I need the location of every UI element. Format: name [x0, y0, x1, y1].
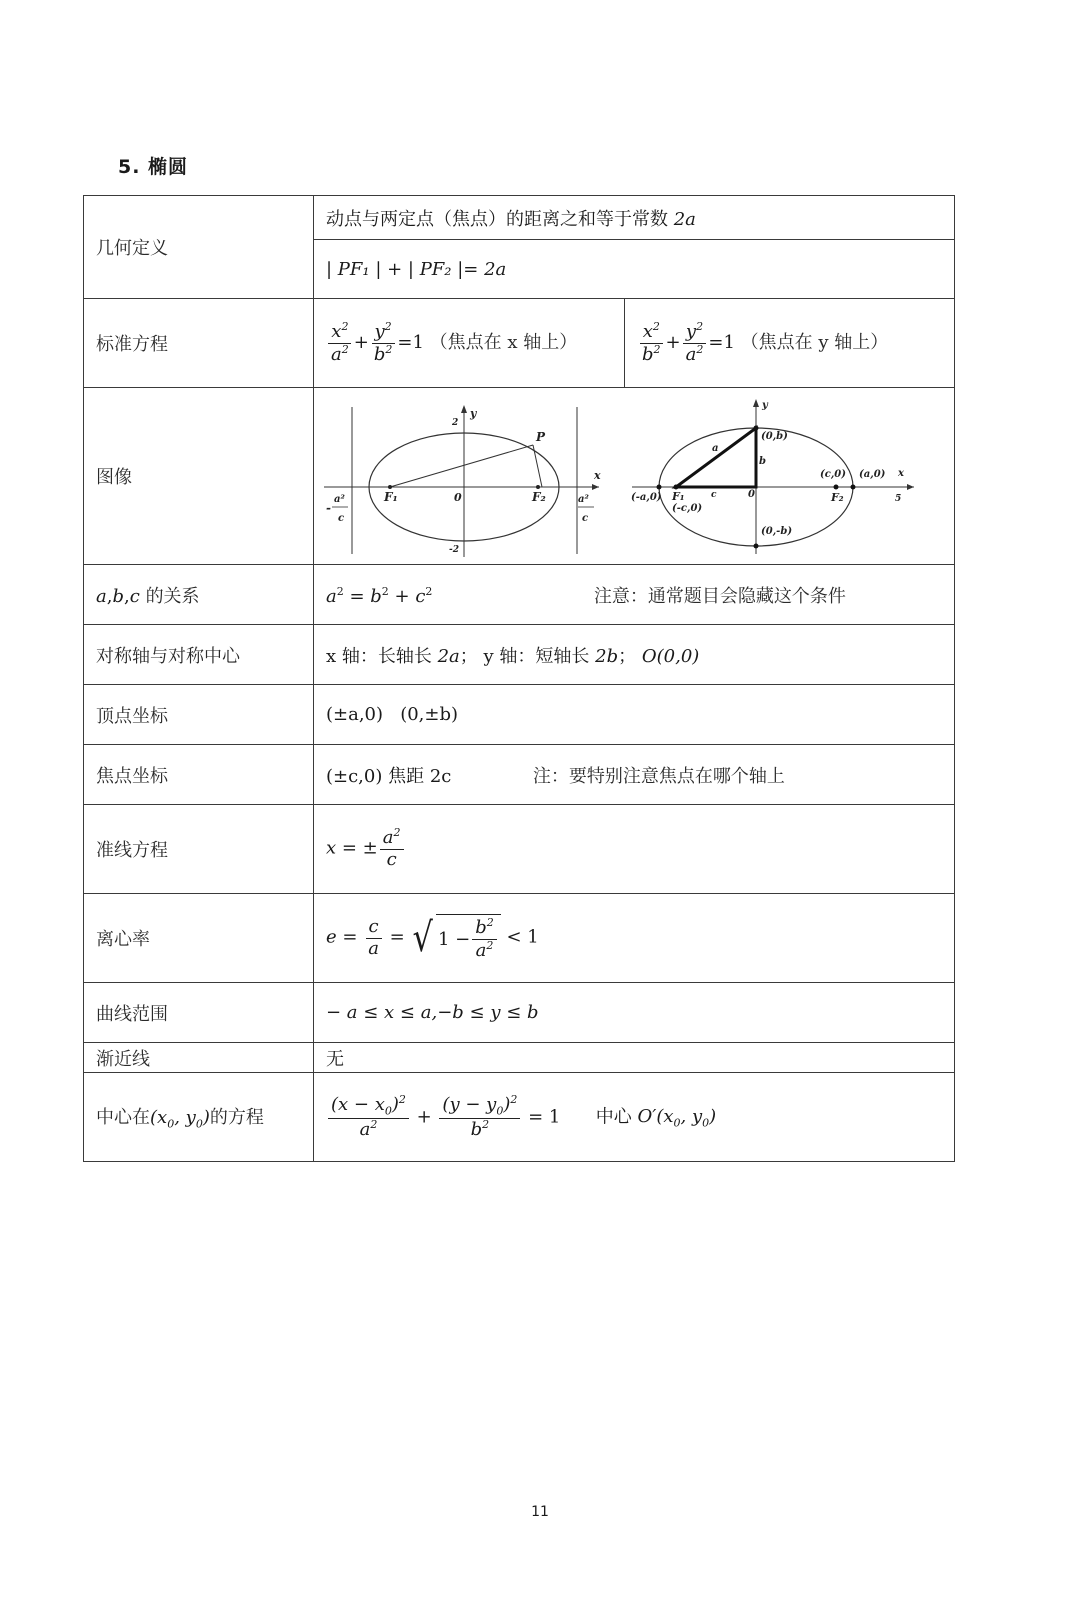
label-foci: 焦点坐标	[84, 745, 314, 805]
shifted-formula: $\frac{(x - x_0)^2}{a^2}$ + $\frac{(y - y_0)^2}{b^2}$ = 1 中心 $O'(x_0$, $y_0$)	[314, 1073, 955, 1162]
right-x-label: x	[898, 467, 904, 479]
label-eccentricity: 离心率	[84, 894, 314, 983]
abc-relation-value: $a^2 = b^2 + c^2$ 注意：通常题目会隐藏这个条件	[314, 565, 955, 625]
page-number: 11	[531, 1504, 549, 1520]
triangle-side-a: a	[712, 442, 719, 454]
right-origin-label: 0	[748, 488, 755, 500]
geometric-def-text: 动点与两定点（焦点）的距离之和等于常数 2a	[314, 196, 955, 240]
left-f2-label: F₂	[532, 489, 546, 504]
label-standard-eq: 标准方程	[84, 299, 314, 388]
label-directrix: 准线方程	[84, 805, 314, 894]
eccentricity-formula: e = $\frac{c}{a}$ = √ 1 − $\frac{b^2}{a^2}$ < 1	[314, 894, 955, 983]
standard-eq-x: $\frac{x^2}{a^2}$ + $\frac{y^2}{b^2}$ =1 （焦点在 x 轴上）	[314, 299, 625, 388]
left-origin-label: 0	[454, 490, 462, 504]
label-shifted: 中心在($x_0$, $y_0$)的方程	[84, 1073, 314, 1162]
left-y-label: y	[470, 406, 477, 420]
right-neg-c-pt: (-c,0)	[672, 502, 703, 514]
pf2-line	[533, 445, 542, 487]
left-p-label: P	[536, 429, 546, 444]
label-range: 曲线范围	[84, 983, 314, 1043]
symmetry-value: x 轴：长轴长 2a； y 轴：短轴长 2b； O(0,0)	[314, 625, 955, 685]
left-directrix-num: a²	[334, 493, 345, 505]
graph-cell	[314, 388, 955, 565]
ellipse-graphs	[314, 389, 954, 564]
triangle-side-c: c	[711, 489, 717, 500]
geometric-def-formula: | PF₁ | + | PF₂ |= 2a	[314, 240, 955, 299]
section-title: 5. 椭圆	[118, 156, 189, 178]
left-directrix-neg: -	[326, 500, 331, 515]
right-f2-label: F₂	[831, 490, 844, 504]
right-top-pt: (0,b)	[761, 430, 788, 442]
label-geometric-def: 几何定义	[84, 196, 314, 299]
right-directrix-den: c	[582, 512, 589, 524]
right-tick-5: 5	[895, 493, 902, 504]
foci-note: 注：要特别注意焦点在哪个轴上	[532, 765, 785, 787]
right-f1-label: F₁	[672, 489, 685, 503]
directrix-formula: x = ± $\frac{a^2}{c}$	[314, 805, 955, 894]
label-symmetry: 对称轴与对称中心	[84, 625, 314, 685]
right-c-pt: (c,0)	[820, 468, 846, 480]
label-vertices: 顶点坐标	[84, 685, 314, 745]
pf1-line	[390, 445, 533, 487]
right-right-pt: (a,0)	[859, 468, 886, 480]
label-asymptote: 渐近线	[84, 1043, 314, 1073]
right-left-pt: (-a,0)	[631, 491, 662, 503]
right-y-label: y	[762, 399, 768, 411]
foci-value: (±c,0) 焦距 2c 注：要特别注意焦点在哪个轴上	[314, 745, 955, 805]
geometric-def-const: 2a	[673, 208, 696, 230]
left-top-tick: 2	[452, 417, 459, 428]
asymptote-value: 无	[314, 1043, 955, 1073]
range-value: − a ≤ x ≤ a,−b ≤ y ≤ b	[314, 983, 955, 1043]
abc-relation-note: 注意：通常题目会隐藏这个条件	[593, 585, 846, 607]
left-x-label: x	[594, 468, 601, 482]
right-bottom-pt: (0,-b)	[761, 525, 793, 537]
vertices-value: (±a,0) (0,±b)	[314, 685, 955, 745]
standard-eq-y: $\frac{x^2}{b^2}$ + $\frac{y^2}{a^2}$ =1 （焦点在 y 轴上）	[625, 299, 955, 388]
abc-triangle	[676, 428, 756, 487]
label-abc-relation: a,b,c 的关系	[84, 565, 314, 625]
left-f1-label: F₁	[384, 489, 398, 504]
label-graph: 图像	[84, 388, 314, 565]
ellipse-properties-table	[83, 195, 955, 1162]
triangle-side-b: b	[759, 455, 766, 467]
right-directrix-num: a²	[578, 493, 589, 505]
left-bottom-tick: -2	[449, 544, 459, 555]
left-directrix-den: c	[338, 512, 345, 524]
